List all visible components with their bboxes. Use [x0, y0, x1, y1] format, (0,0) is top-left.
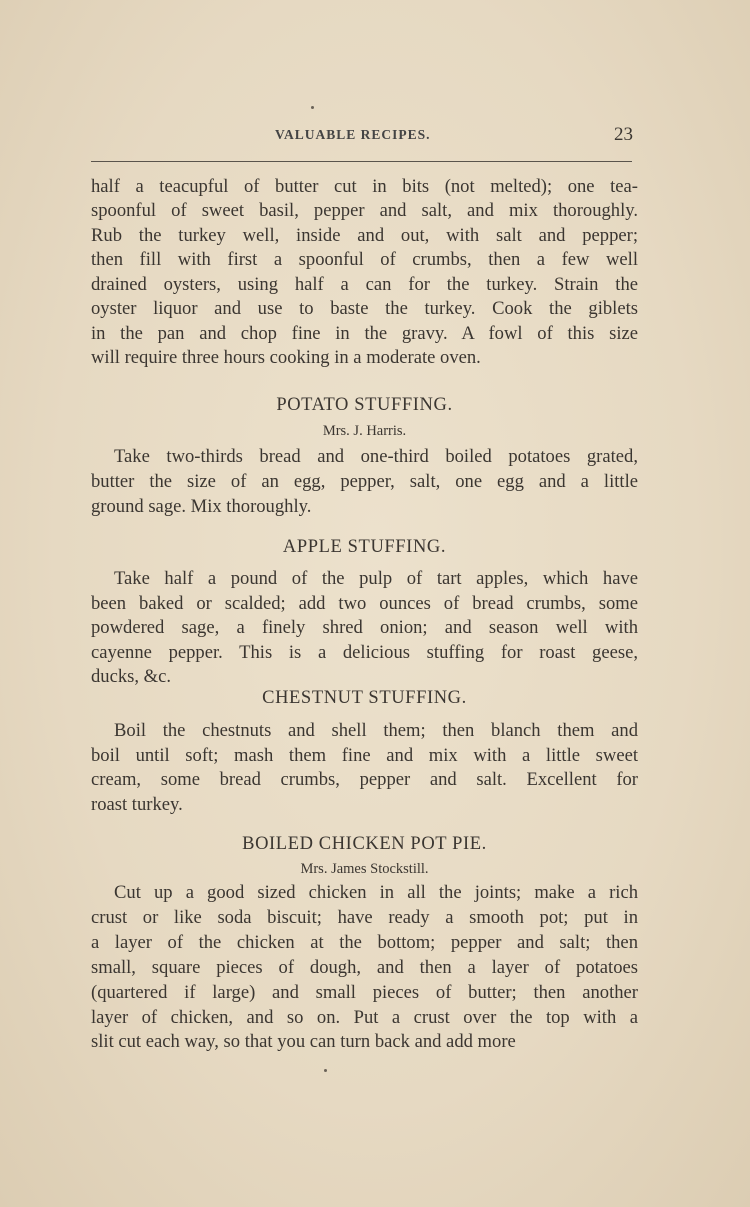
- running-head: VALUABLE RECIPES.: [275, 127, 431, 142]
- text-line: Take two-thirds bread and one-third boiled potatoes grated,: [114, 446, 638, 467]
- recipe-title: POTATO STUFFING.: [276, 395, 453, 415]
- text-line: butter the size of an egg, pepper, salt, one egg and a little: [91, 471, 638, 492]
- text-line: been baked or scalded; add two ounces of bread crumbs, some: [91, 593, 638, 614]
- text-line: cayenne pepper. This is a delicious stuffing for roast geese,: [91, 642, 638, 663]
- text-line: ducks, &c.: [91, 666, 172, 687]
- text-line: half a teacupful of butter cut in bits (not melted); one tea-: [91, 176, 638, 197]
- recipe-title: BOILED CHICKEN POT PIE.: [242, 834, 487, 854]
- text-line: Take half a pound of the pulp of tart apples, which have: [114, 568, 638, 589]
- print-speck: [324, 1069, 327, 1072]
- text-line: small, square pieces of dough, and then a layer of potatoes: [91, 957, 638, 978]
- recipe-author: Mrs. J. Harris.: [322, 423, 407, 439]
- text-line: Rub the turkey well, inside and out, with salt and pepper;: [91, 225, 638, 246]
- page-number: 23: [614, 124, 633, 145]
- text-line: oyster liquor and use to baste the turkey. Cook the giblets: [91, 298, 638, 319]
- recipe-author: Mrs. James Stockstill.: [300, 861, 429, 877]
- recipe-title: APPLE STUFFING.: [282, 537, 447, 557]
- recipe-title: CHESTNUT STUFFING.: [262, 688, 467, 708]
- header-rule: [91, 161, 632, 162]
- text-line: then fill with first a spoonful of crumbs, then a few well: [91, 249, 638, 270]
- text-line: a layer of the chicken at the bottom; pepper and salt; then: [91, 932, 638, 953]
- text-line: ground sage. Mix thoroughly.: [91, 496, 312, 517]
- text-line: boil until soft; mash them fine and mix with a little sweet: [91, 745, 638, 766]
- text-line: drained oysters, using half a can for the turkey. Strain the: [91, 274, 638, 295]
- text-line: will require three hours cooking in a moderate oven.: [91, 347, 481, 368]
- text-line: roast turkey.: [91, 794, 183, 815]
- text-line: spoonful of sweet basil, pepper and salt, and mix thoroughly.: [91, 200, 638, 221]
- print-speck: [311, 106, 314, 109]
- text-line: cream, some bread crumbs, pepper and salt. Excellent for: [91, 769, 638, 790]
- text-line: powdered sage, a finely shred onion; and season well with: [91, 617, 638, 638]
- text-line: (quartered if large) and small pieces of butter; then another: [91, 982, 638, 1003]
- text-line: in the pan and chop fine in the gravy. A fowl of this size: [91, 323, 638, 344]
- text-line: crust or like soda biscuit; have ready a smooth pot; put in: [91, 907, 638, 928]
- text-line: slit cut each way, so that you can turn back and add more: [91, 1031, 516, 1052]
- text-line: layer of chicken, and so on. Put a crust over the top with a: [91, 1007, 638, 1028]
- text-line: Boil the chestnuts and shell them; then blanch them and: [114, 720, 638, 741]
- text-line: Cut up a good sized chicken in all the joints; make a rich: [114, 882, 638, 903]
